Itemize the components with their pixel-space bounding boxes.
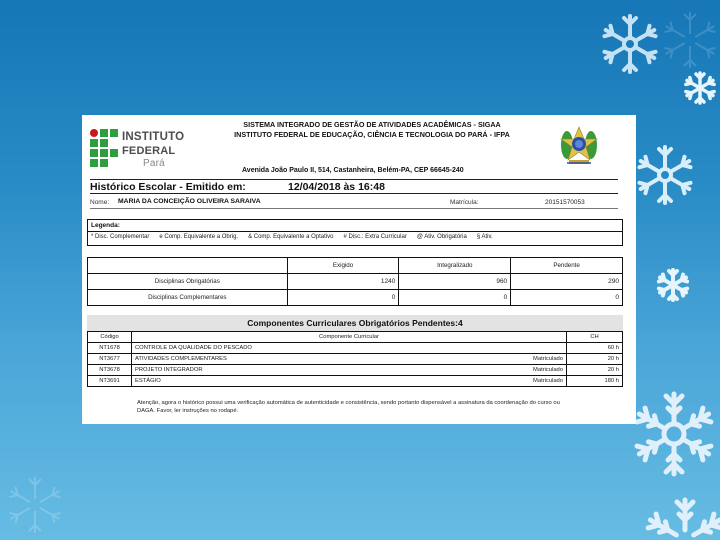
ifpa-logo: [90, 127, 190, 171]
integralizado-value: 0: [399, 290, 511, 306]
snowflake-icon: [640, 495, 720, 540]
transcript-title: Histórico Escolar - Emitido em:: [90, 181, 246, 193]
snowflake-icon: [630, 140, 700, 210]
component-code: NT1678: [88, 343, 132, 354]
pendente-value: 290: [511, 274, 623, 290]
table-header-cell: Componente Curricular: [132, 332, 567, 343]
student-info-row: [90, 197, 618, 209]
component-name: PROJETO INTEGRADOR: [132, 365, 468, 376]
exigido-value: 0: [287, 290, 399, 306]
table-header-row: [88, 258, 623, 274]
student-name: MARIA DA CONCEIÇÃO OLIVEIRA SARAIVA: [118, 198, 261, 205]
component-name: ESTÁGIO: [132, 376, 468, 387]
table-header-cell: Exigido: [287, 258, 399, 274]
component-ch: 20 h: [567, 365, 623, 376]
legend-box: [87, 219, 623, 246]
table-row: [88, 376, 623, 387]
snowflake-icon: [650, 262, 696, 308]
transcript-title-row: [90, 179, 618, 194]
component-status: [467, 343, 566, 354]
pending-components-title: Componentes Curriculares Obrigatórios Pendentes:4: [87, 315, 623, 331]
legend-item: * Disc. Complementar: [91, 234, 150, 240]
system-name: SISTEMA INTEGRADO DE GESTÃO DE ATIVIDADES ACADÊMICAS - SIGAA: [243, 120, 501, 129]
table-row: [88, 365, 623, 376]
table-row: [88, 343, 623, 354]
component-ch: 180 h: [567, 376, 623, 387]
row-label: Disciplinas Obrigatórias: [88, 274, 288, 290]
component-ch: 60 h: [567, 343, 623, 354]
institution-name: INSTITUTO FEDERAL DE EDUCAÇÃO, CIÊNCIA E TECNOLOGIA DO PARÁ - IFPA: [234, 130, 510, 139]
authenticity-footnote: Atenção, agora o histórico possui uma verificação automática de autenticidade e consistência, sendo portanto dispensável a assinatura da coordenação do curso ou DAGA. Favor, ler instruções no rodapé.: [137, 400, 560, 414]
component-code: NT3678: [88, 365, 132, 376]
logo-text-para: Pará: [143, 158, 165, 169]
legend-item: @ Ativ. Obrigatória: [416, 234, 467, 240]
issued-datetime: 12/04/2018 às 16:48: [288, 181, 385, 193]
legend-item: # Disc.: Extra Curricular: [343, 234, 407, 240]
snowflake-faint-icon: [0, 470, 70, 540]
component-status: Matriculado: [467, 354, 566, 365]
table-header-cell: [88, 258, 288, 274]
legend-item: e Comp. Equivalente a Obrig.: [159, 234, 239, 240]
table-row: [88, 274, 623, 290]
pendente-value: 0: [511, 290, 623, 306]
table-header-cell: Pendente: [511, 258, 623, 274]
registration-number: 20151570053: [545, 199, 585, 206]
table-header-cell: Código: [88, 332, 132, 343]
pending-components-table: [87, 331, 623, 387]
name-label: Nome:: [90, 199, 110, 206]
component-code: NT3677: [88, 354, 132, 365]
workload-summary-table: [87, 257, 623, 306]
document-header: [82, 115, 636, 179]
exigido-value: 1240: [287, 274, 399, 290]
table-header-row: [88, 332, 623, 343]
component-name: ATIVIDADES COMPLEMENTARES: [132, 354, 468, 365]
logo-text-federal: FEDERAL: [122, 145, 176, 157]
logo-text-instituto: INSTITUTO: [122, 131, 185, 143]
table-row: [88, 354, 623, 365]
table-row: [88, 290, 623, 306]
component-name: CONTROLE DA QUALIDADE DO PESCADO: [132, 343, 468, 354]
component-ch: 20 h: [567, 354, 623, 365]
institution-address: Avenida João Paulo II, 514, Castanheira, Belém-PA, CEP 66645-240: [242, 167, 464, 174]
brasao-republica-icon: [559, 125, 599, 167]
legend-title: Legenda:: [88, 220, 622, 232]
registration-label: Matrícula:: [450, 199, 479, 206]
component-status: Matriculado: [467, 365, 566, 376]
table-header-cell: Integralizado: [399, 258, 511, 274]
ifpa-logo-icon: [90, 127, 118, 169]
legend-items: [88, 232, 622, 242]
integralizado-value: 960: [399, 274, 511, 290]
snowflake-faint-icon: [660, 10, 720, 70]
table-header-cell: CH: [567, 332, 623, 343]
row-label: Disciplinas Complementares: [88, 290, 288, 306]
snowflake-icon: [682, 70, 718, 106]
legend-item: § Ativ.: [476, 234, 493, 240]
snowflake-icon: [595, 12, 665, 77]
legend-item: & Comp. Equivalente a Optativo: [248, 234, 334, 240]
snowflake-icon: [628, 388, 720, 480]
component-status: Matriculado: [467, 376, 566, 387]
academic-transcript-document: [82, 115, 636, 424]
component-code: NT3691: [88, 376, 132, 387]
